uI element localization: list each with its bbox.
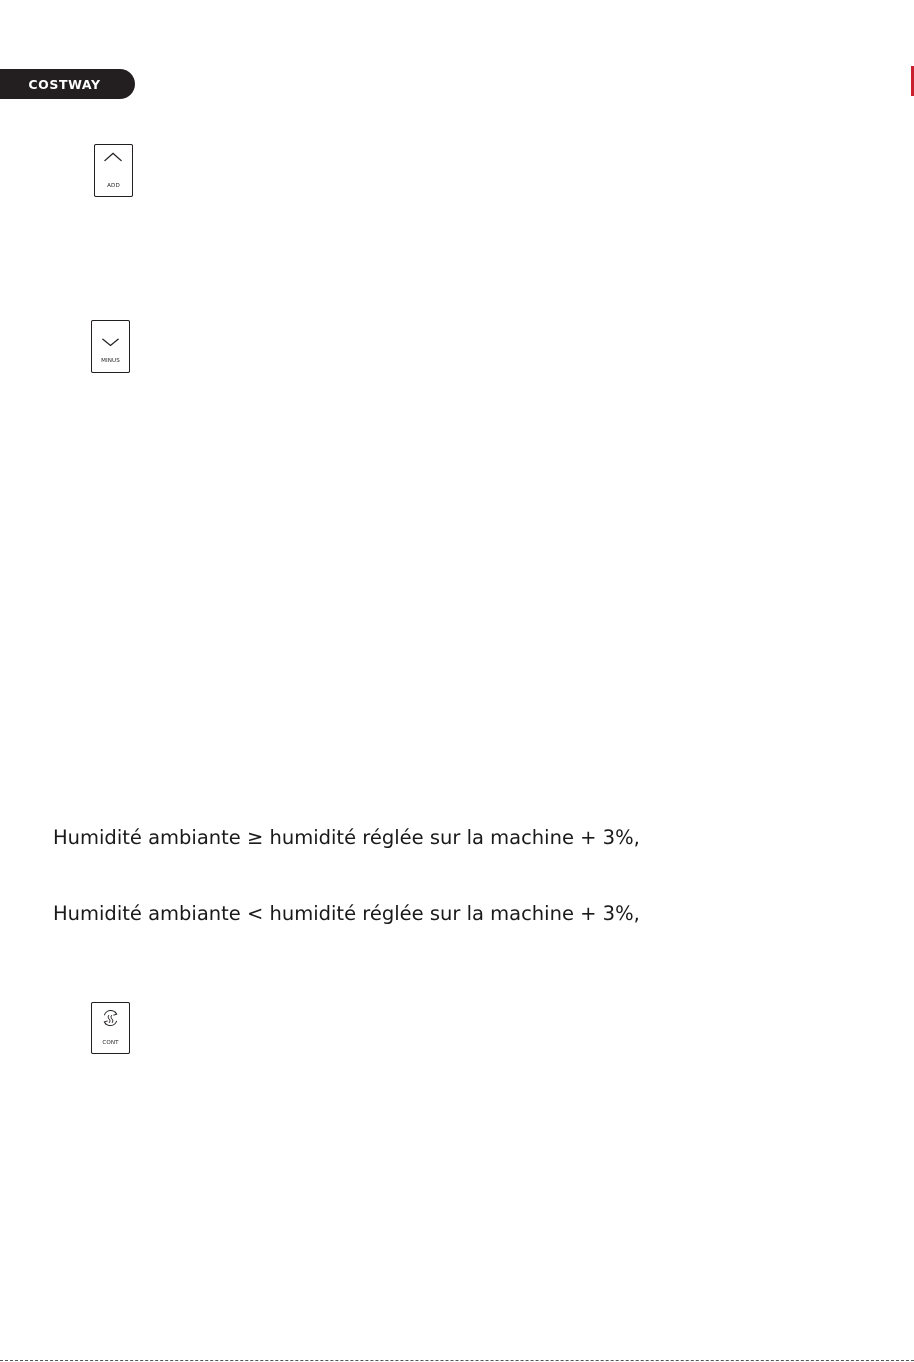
brand-logo-text: COSTWAY xyxy=(28,76,101,92)
brand-logo-tab xyxy=(0,69,135,99)
minus-key-icon xyxy=(91,320,130,373)
humidity-condition-below: Humidité ambiante < humidité réglée sur la machine + 3%, xyxy=(53,902,640,925)
add-key-label: ADD xyxy=(107,183,120,189)
cont-key-icon xyxy=(91,1002,130,1054)
cont-key-label: CONT xyxy=(102,1040,119,1046)
chevron-up-icon xyxy=(95,145,132,175)
page-bottom-divider xyxy=(0,1360,914,1361)
add-key-icon xyxy=(94,144,133,197)
humidity-condition-above: Humidité ambiante ≥ humidité réglée sur la machine + 3%, xyxy=(53,826,640,849)
continuous-dehumidify-icon xyxy=(92,1003,129,1035)
chevron-down-icon xyxy=(92,321,129,351)
minus-key-label: MINUS xyxy=(101,358,120,364)
